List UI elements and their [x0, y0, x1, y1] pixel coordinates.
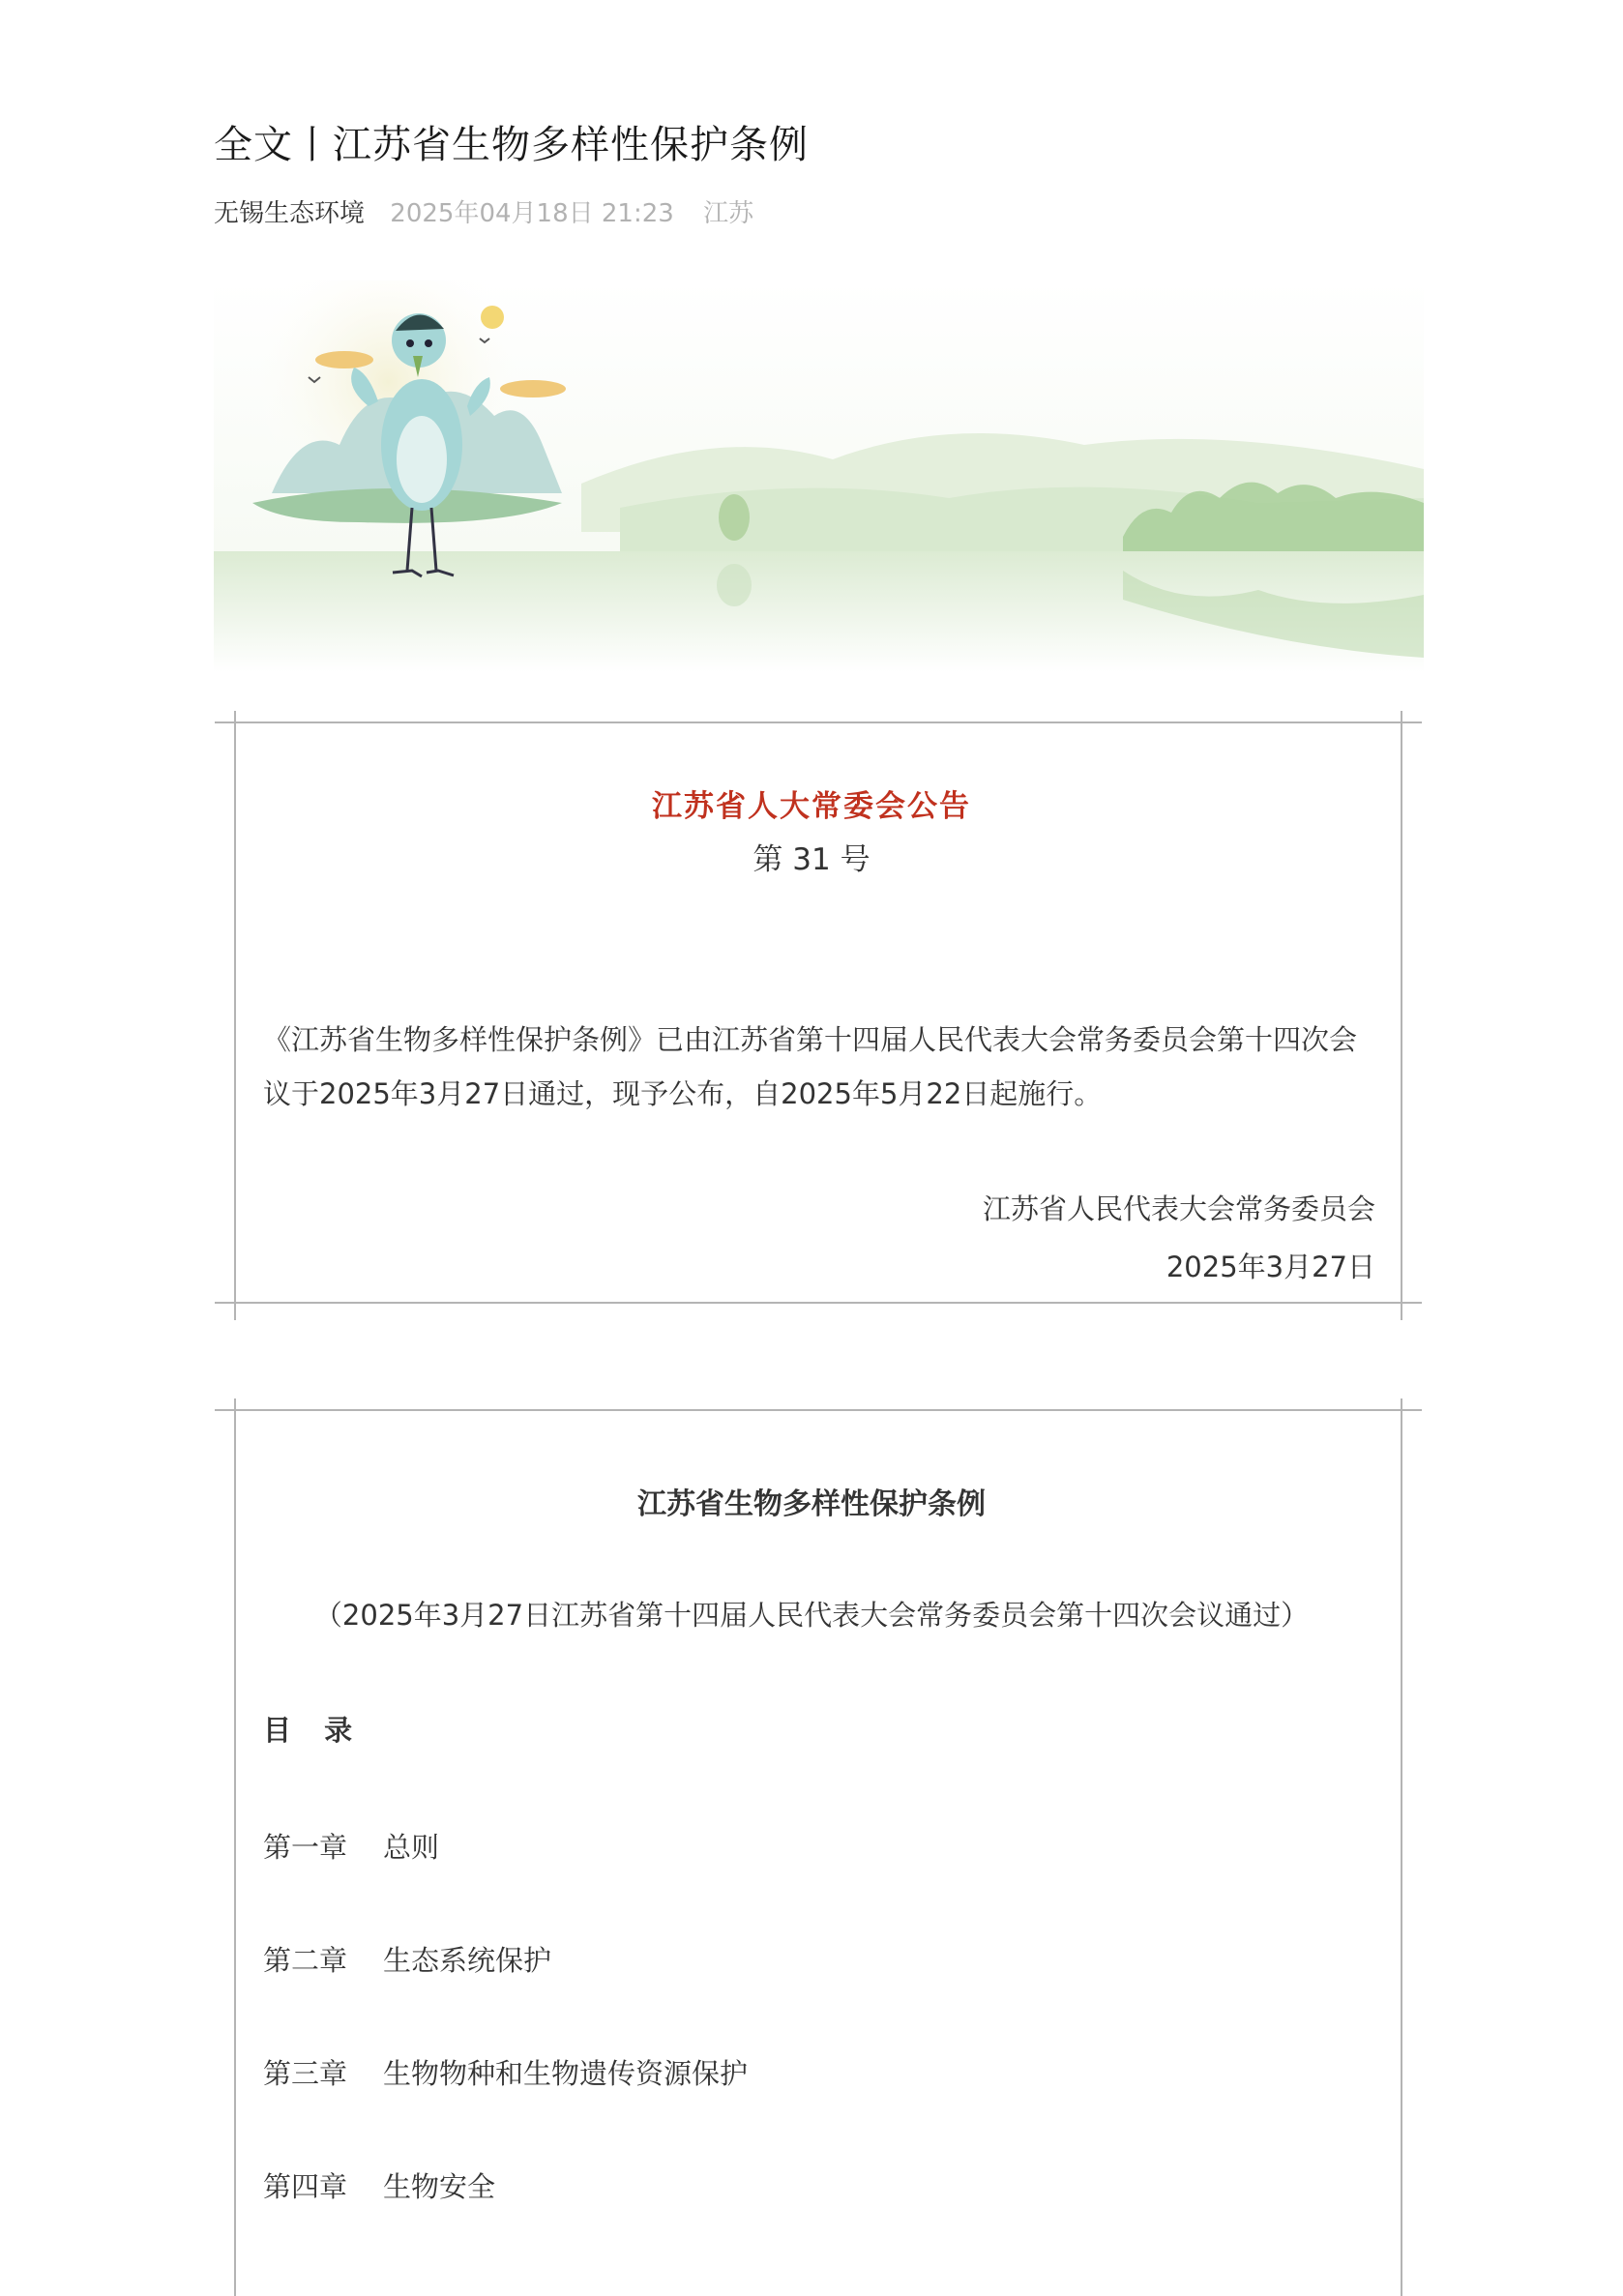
- toc-heading: 目 录: [263, 1714, 365, 1747]
- notice-signatory: 江苏省人民代表大会常务委员会: [982, 1192, 1375, 1225]
- regulation-passed-note: （2025年3月27日江苏省第十四届人民代表大会常务委员会第十四次会议通过）: [313, 1599, 1310, 1632]
- banner-illustration: [214, 280, 1424, 672]
- notice-sign-date: 2025年3月27日: [1166, 1251, 1375, 1283]
- toc-chapter-number: 第一章: [263, 1831, 348, 1864]
- notice-body: 《江苏省生物多样性保护条例》已由江苏省第十四届人民代表大会常务委员会第十四次会议于2025年3月27日通过，现予公布，自2025年5月22日起施行。: [263, 1023, 1358, 1110]
- notice-heading: 江苏省人大常委会公告: [652, 789, 971, 824]
- publish-region: 江苏: [703, 199, 754, 228]
- toc-chapter-number: 第四章: [263, 2170, 348, 2203]
- toc-chapter-name: 生物物种和生物遗传资源保护: [383, 2057, 749, 2090]
- toc-chapter-name: 生态系统保护: [383, 1944, 552, 1977]
- article-title: 全文丨江苏省生物多样性保护条例: [214, 123, 809, 167]
- toc-chapter-number: 第二章: [263, 1944, 348, 1977]
- notice-number: 第 31 号: [752, 842, 871, 877]
- regulation-title: 江苏省生物多样性保护条例: [637, 1487, 986, 1521]
- publish-date: 2025年04月18日 21:23: [390, 199, 674, 228]
- toc-item: [263, 1939, 551, 1979]
- toc-item: [263, 1826, 439, 1866]
- toc-item: [263, 2165, 495, 2205]
- account-name-link[interactable]: 无锡生态环境: [214, 199, 366, 228]
- toc-item: [263, 2052, 748, 2092]
- article-meta: [214, 193, 753, 229]
- toc-chapter-name: 生物安全: [383, 2170, 496, 2203]
- toc-chapter-number: 第三章: [263, 2057, 348, 2090]
- toc-chapter-name: 总则: [383, 1831, 440, 1864]
